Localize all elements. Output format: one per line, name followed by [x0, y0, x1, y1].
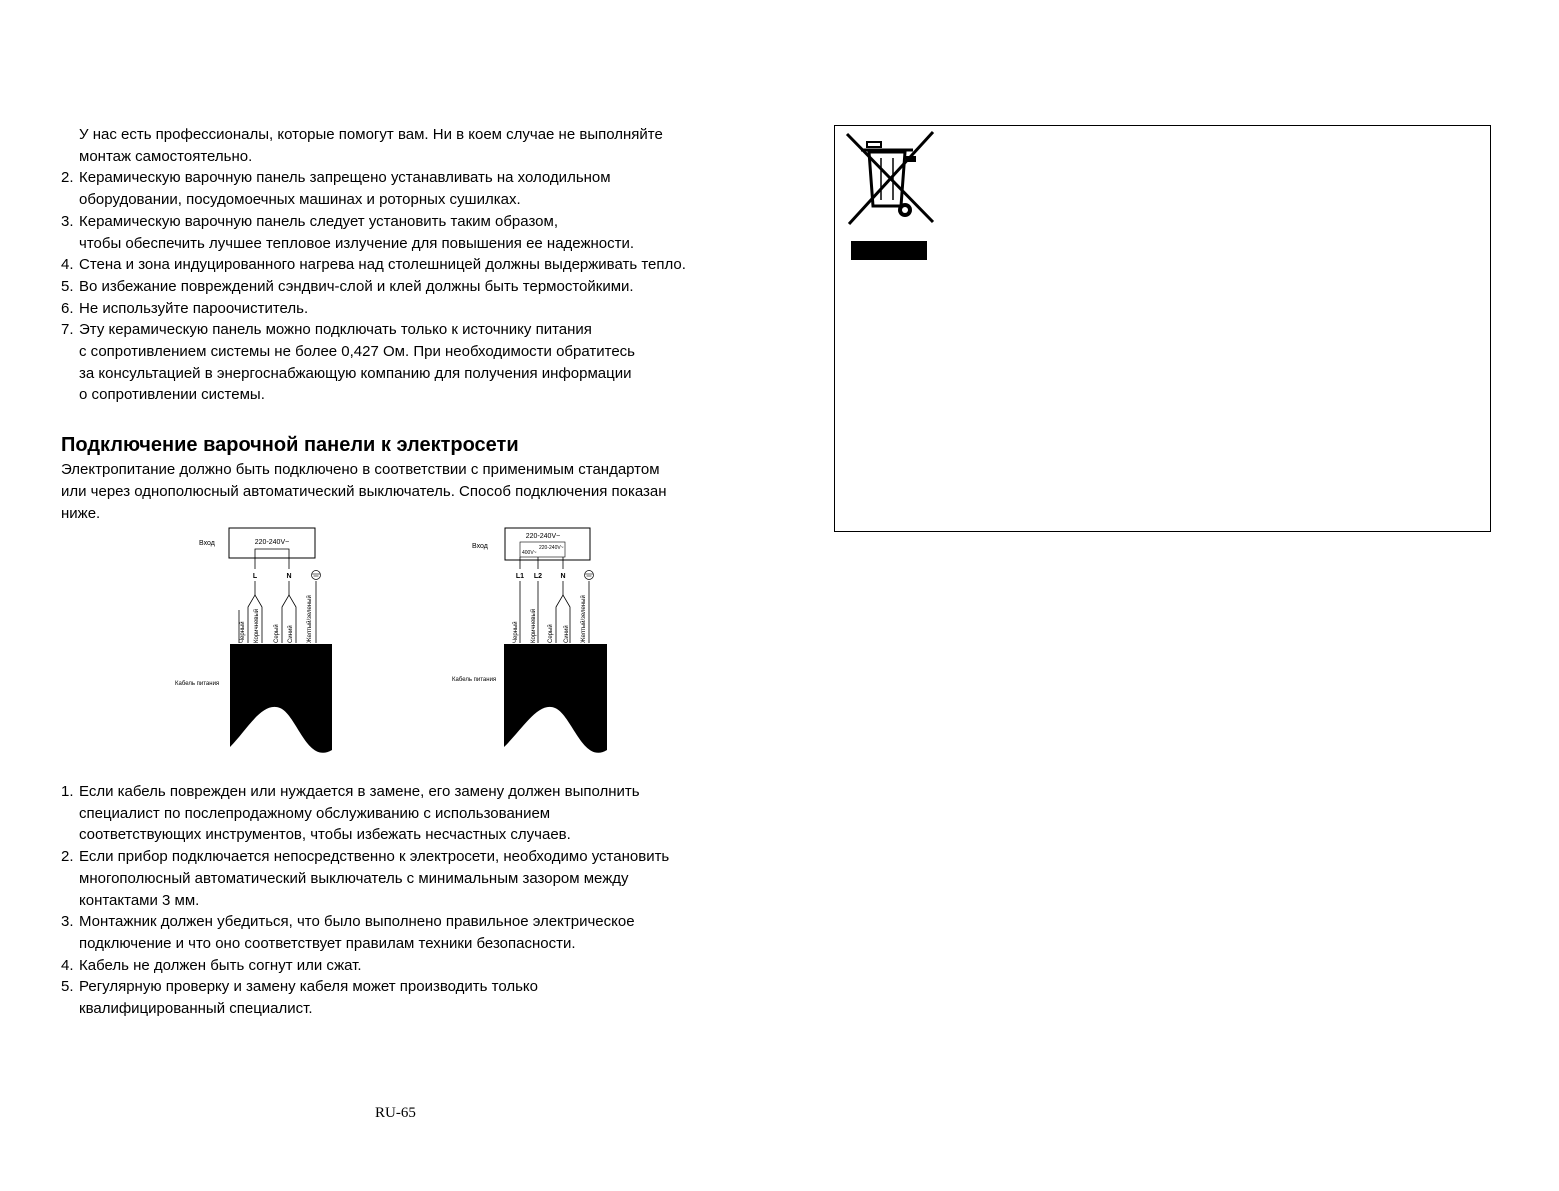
power-cable [230, 644, 332, 753]
list-item: 2. Если прибор подключается непосредственно к электросети, необходимо установить многополюсный автоматический выключатель с минимальным зазором между контактами 3 мм. [61, 848, 670, 909]
intro-line-2: монтаж самостоятельно. [79, 147, 253, 165]
input-label: Вход [472, 543, 488, 550]
wire-label: Серый [274, 624, 280, 643]
wire-label: Черный [240, 621, 246, 643]
terminal-label: N [560, 573, 566, 580]
list-item: 1. Если кабель поврежден или нуждается в замене, его замену должен выполнить специалист по послепродажному обслуживанию с использованием соответствующих инструментов, чтобы избежать несчастных случаев. [61, 783, 640, 844]
list-item: 6. Не используйте пароочиститель. [61, 299, 309, 317]
wire-label: Желтый/зеленый [307, 595, 313, 643]
voltage-label: 220-240V~ [525, 533, 561, 540]
left-column [61, 124, 751, 524]
wire-label: Желтый/зеленый [581, 595, 587, 643]
crossed-out-bin-icon [843, 130, 939, 230]
list-item: 4. Кабель не должен быть согнут или сжат. [61, 956, 362, 974]
terminal-label: N [286, 573, 292, 580]
wiring-diagram-single-phase [172, 525, 342, 770]
page-number: RU-65 [375, 1105, 416, 1121]
wiring-diagram-two-phase [450, 525, 615, 770]
section-heading: Подключение варочной панели к электросети [61, 434, 519, 457]
list-item: 5. Во избежание повреждений сэндвич-слой и клей должны быть термостойкими. [61, 277, 634, 295]
ground-icon [585, 571, 594, 580]
wire-label: Черный [513, 621, 519, 643]
wire-label: Серый [548, 624, 554, 643]
voltage-label: 220-240V~ [254, 539, 290, 546]
precaution-list [61, 167, 751, 406]
wire-label: Коричневый [254, 608, 260, 643]
section-paragraph: Электропитание должно быть подключено в соответствии с применимым стандартом или через однополюсный автоматический выключатель. Способ подключения показан ниже. [61, 461, 667, 522]
cable-label: Кабель питания [452, 677, 497, 683]
wire-label: Синий [564, 625, 570, 643]
black-bar [851, 241, 927, 260]
voltage-label: 220-240V~ [539, 545, 564, 551]
list-item: 5. Регулярную проверку и замену кабеля может производить только квалифицированный специалист. [61, 978, 538, 1018]
terminal-label: L2 [533, 573, 543, 580]
voltage-label: 400V~ [522, 550, 537, 556]
wire-label: Синий [288, 625, 294, 643]
cable-instructions-list [61, 781, 761, 1020]
ground-icon [312, 571, 321, 580]
cable-label: Кабель питания [175, 681, 220, 687]
list-item: 7. Эту керамическую панель можно подключать только к источнику питания с сопротивлением системы не более 0,427 Ом. При необходимости обратитесь за консультацией в энергоснабжающую компанию для получения информации о сопротивлении системы. [61, 321, 635, 404]
list-item: 2. Керамическую варочную панель запрещено устанавливать на холодильном оборудовании, посудомоечных машинах и роторных сушилках. [61, 169, 611, 209]
list-item: 3. Керамическую варочную панель следует установить таким образом, чтобы обеспечить лучшее тепловое излучение для повышения ее надежности. [61, 212, 635, 252]
disposal-box [834, 125, 1491, 532]
input-label: Вход [199, 540, 215, 547]
power-cable [504, 644, 607, 753]
list-item: 4. Стена и зона индуцированного нагрева над столешницей должны выдерживать тепло. [61, 256, 686, 274]
list-item: 3. Монтажник должен убедиться, что было выполнено правильное электрическое подключение и что оно соответствует правилам техники безопасности. [61, 913, 635, 952]
terminal-label: L1 [515, 573, 525, 580]
wire-label: Коричневый [531, 608, 537, 643]
terminal-label: L [252, 573, 258, 580]
intro-line-1: У нас есть профессионалы, которые помогут вам. Ни в коем случае не выполняйте [79, 126, 663, 143]
